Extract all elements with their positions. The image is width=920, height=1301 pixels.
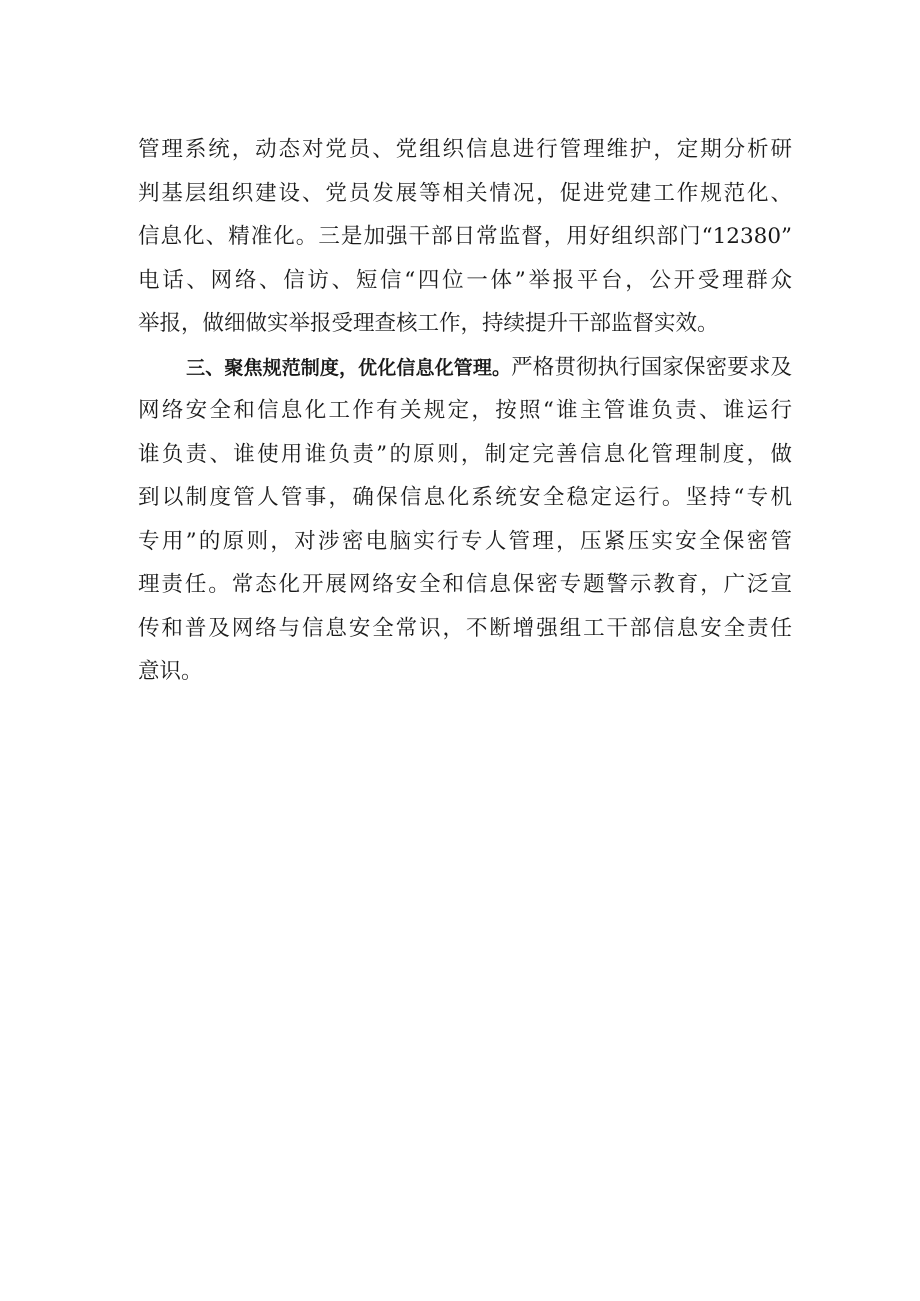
paragraph-line: 到以制度管人管事，确保信息化系统安全稳定运行。坚持“专机 bbox=[138, 485, 792, 510]
paragraph-1 bbox=[138, 128, 792, 346]
document-body bbox=[138, 128, 792, 694]
paragraph-line-text: 严格贯彻执行国家保密要求及 bbox=[511, 354, 792, 380]
paragraph-line: 专用”的原则，对涉密电脑实行专人管理，压紧压实安全保密管 bbox=[138, 528, 792, 554]
paragraph-line: 信息化、精准化。三是加强干部日常监督，用好组织部门“12380” bbox=[138, 224, 792, 249]
paragraph-line: 判基层组织建设、党员发展等相关情况，促进党建工作规范化、 bbox=[138, 180, 792, 206]
paragraph-first-line bbox=[138, 346, 792, 390]
paragraph-line: 谁负责、谁使用谁负责”的原则，制定完善信息化管理制度，做 bbox=[138, 441, 792, 467]
paragraph-line: 网络安全和信息化工作有关规定，按照“谁主管谁负责、谁运行 bbox=[138, 398, 792, 423]
paragraph-line: 意识。 bbox=[138, 659, 203, 684]
paragraph-line: 举报，做细做实举报受理查核工作，持续提升干部监督实效。 bbox=[138, 311, 719, 336]
paragraph-line: 传和普及网络与信息安全常识，不断增强组工干部信息安全责任 bbox=[138, 615, 792, 641]
paragraph-line: 理责任。常态化开展网络安全和信息保密专题警示教育，广泛宣 bbox=[138, 572, 792, 597]
section-heading: 三、聚焦规范制度，优化信息化管理。 bbox=[186, 356, 512, 379]
paragraph-2 bbox=[138, 346, 792, 694]
paragraph-line: 管理系统，动态对党员、党组织信息进行管理维护，定期分析研 bbox=[138, 137, 792, 162]
paragraph-line: 电话、网络、信访、短信“四位一体”举报平台，公开受理群众 bbox=[138, 267, 792, 293]
